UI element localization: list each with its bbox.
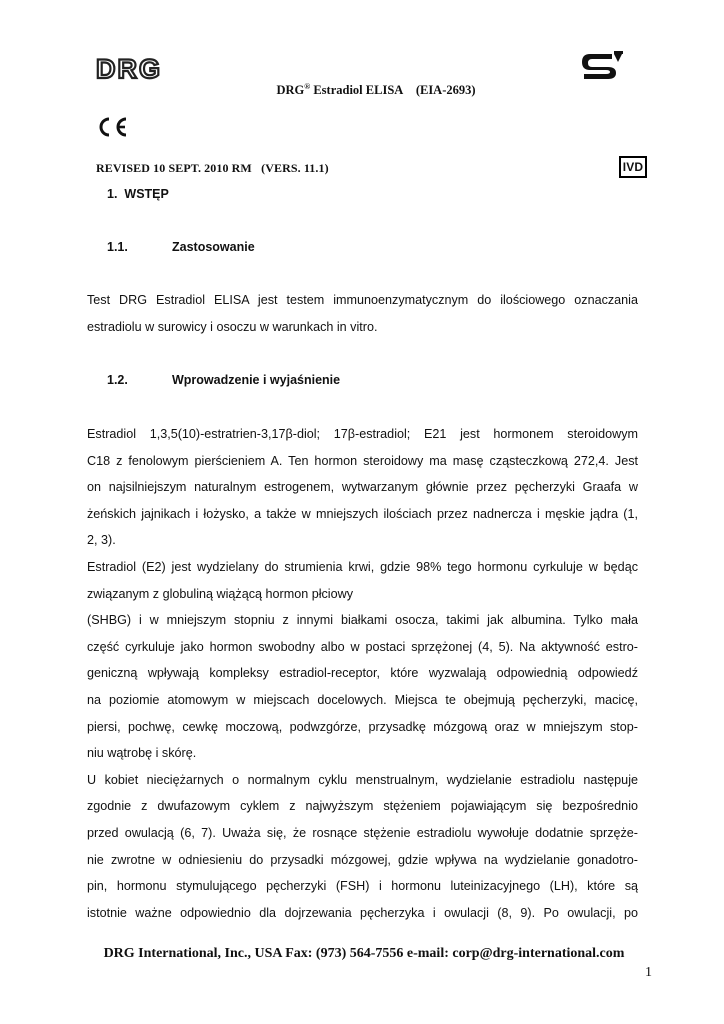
- product-brand: DRG: [276, 83, 305, 98]
- paragraph-introduction: [87, 421, 638, 926]
- section-number-1-1: 1.1.: [107, 240, 128, 254]
- svg-text:DRG: DRG: [96, 54, 162, 84]
- text-line: przed owulacją (6, 7). Uważa się, że rosnące stężenie estradiolu wywołuje dodatnie sprzęże-: [87, 825, 638, 840]
- page-number: 1: [645, 965, 652, 980]
- text-line: estradiolu w surowicy i osoczu w warunkach in vitro.: [87, 319, 378, 334]
- text-line: Estradiol 1,3,5(10)-estratrien-3,17β-diol; 17β-estradiol; E21 jest hormonem steroidowym: [87, 427, 638, 441]
- text-line: Estradiol (E2) jest wydzielany do strumienia krwi, gdzie 98% tego hormonu cyrkuluje w będąc: [87, 559, 638, 574]
- paragraph-intended-use: [87, 287, 638, 340]
- text-line: C18 z fenolowym pierścieniem A. Ten hormon steroidowy ma masę cząsteczkową 272,4. Jest: [87, 453, 638, 468]
- text-line: 2, 3).: [87, 533, 116, 548]
- ivd-badge: IVD: [619, 156, 647, 178]
- footer-contact: DRG International, Inc., USA Fax: (973) 564-7556 e-mail: corp@drg-international.com: [103, 946, 625, 961]
- revision-info: REVISED 10 SEPT. 2010 RM (VERS. 11.1): [96, 161, 329, 175]
- section-number-1-2: 1.2.: [107, 373, 128, 387]
- text-line: geniczną wpływają kompleksy estradiol-receptor, które wyzwalają odpowiednią odpowiedź: [87, 666, 638, 681]
- document-title: DRG® Estradiol ELISA (EIA-2693): [276, 82, 476, 98]
- drg-logo: [95, 54, 185, 84]
- text-line: pin, hormonu stymulującego pęcherzyki (FSH) i hormonu luteinizacyjnego (LH), które są: [87, 879, 638, 894]
- text-line: na poziomie atomowym w miejscach docelowych. Miejsca te obejmują pęcherzyki, macicę,: [87, 692, 638, 707]
- text-line: nie zwrotne w odniesieniu do przysadki mózgowej, gdzie wpływa na wydzielanie gonadotro-: [87, 852, 638, 867]
- ce-mark-icon: [95, 116, 129, 138]
- text-line: Test DRG Estradiol ELISA jest testem immunoenzymatycznym do ilościowego oznaczania: [87, 293, 638, 307]
- text-line: (SHBG) i w mniejszym stopniu z innymi białkami osocza, takimi jak albumina. Tylko mała: [87, 613, 638, 628]
- section-heading-1: 1. WSTĘP: [107, 187, 169, 201]
- section-title-1-2: Wprowadzenie i wyjaśnienie: [172, 373, 341, 387]
- text-line: część cyrkuluje jako hormon swobodny albo w postaci sprzężonej (4, 5). Na aktywność estro-: [87, 639, 638, 654]
- text-line: niu wątrobę i skórę.: [87, 746, 197, 761]
- text-line: żeńskich jajnikach i łożysko, a także w mniejszych ilościach przez nadnercza i męskie jądra (1,: [87, 506, 638, 521]
- section-title-1-1: Zastosowanie: [172, 240, 255, 254]
- product-name: Estradiol ELISA: [310, 83, 404, 98]
- text-line: piersi, pochwę, cewkę moczową, podwzgórze, przysadkę mózgową oraz w mniejszym stop-: [87, 719, 638, 734]
- text-line: istotnie ważne odpowiednio dla dojrzewania pęcherzyka i owulacji (8, 9). Po owulacji, po: [87, 905, 638, 920]
- text-line: U kobiet nieciężarnych o normalnym cyklu menstrualnym, wydzielanie estradiolu następuje: [87, 772, 638, 787]
- brand-mark-icon: [578, 50, 626, 82]
- text-line: związanym z globuliną wiążącą hormon płciowy: [87, 586, 353, 601]
- text-line: zgodnie z dwufazowym cyklem z najwyższym stężeniem pojawiającym się bezpośrednio: [87, 799, 638, 814]
- text-line: on najsilniejszym naturalnym estrogenem, wytwarzanym głównie przez pęcherzyki Graafa w: [87, 480, 638, 495]
- product-code: (EIA-2693): [415, 83, 476, 98]
